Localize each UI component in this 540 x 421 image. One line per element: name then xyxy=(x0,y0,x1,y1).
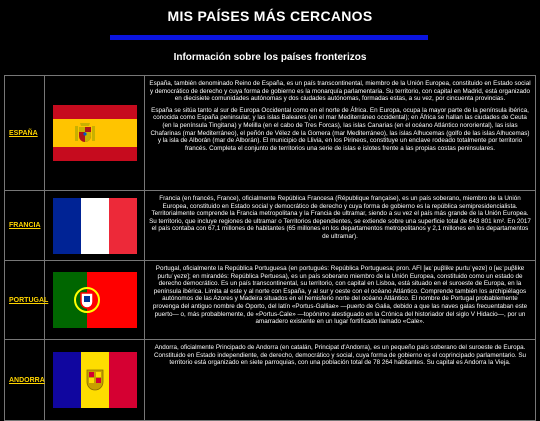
country-link-andorra[interactable]: ANDORRA xyxy=(9,376,45,384)
table-row xyxy=(5,340,536,421)
country-link-espana[interactable]: ESPAÑA xyxy=(9,129,38,137)
country-description: Andorra, oficialmente Principado de Andorra (en catalán, Principat d'Andorra), es un pequeño país soberano del suroeste de Europa. Constituido en Estado independiente, de derecho, democrático y social, cuya forma de gobierno es el coprincipado parlamentario. Su territorio está organizado en siete parroquias, con una población total de 78 264 habitantes. Su capital es Andorra la Vieja. xyxy=(145,340,536,420)
table-row xyxy=(5,261,536,340)
andorra-flag-icon xyxy=(53,352,137,408)
portugal-flag-icon xyxy=(53,272,137,328)
france-flag-icon xyxy=(53,198,137,254)
country-description: España, también denominado Reino de España, es un país transcontinental, miembro de la Unión Europea, constituido en Estado social y democrático de derecho y cuya forma de gobierno es la monarquía parlamentaria. Su territorio, con capital en Madrid, está organizado en diecisiete comunidades autónomas y dos ciudades autónomas, formadas estas, a su vez, por cincuenta provincias. España se sitúa tanto al sur de Europa Occidental como en el norte de África. En Europa, ocupa la mayor parte de la península ibérica, conocida como España peninsular, y las islas Baleares (en el mar Mediterráneo occidental); en África se hallan las ciudades de Ceuta (en la península Tingitana) y Melilla (en el cabo de Tres Forcas), las islas Canarias (en el océano Atlántico nororiental), las islas Chafarinas (mar Mediterráneo), el peñón de Vélez de la Gomera (mar Mediterráneo), las islas Alhucemas (golfo de las islas Alhucemas) y la isla de Alborán (mar de Alborán). El municipio de Llivia, en los Pirineos, constituye un enclave rodeado totalmente por territorio francés. Completa el conjunto de territorios una serie de islas e islotes frente a las propias costas peninsulares. xyxy=(145,76,536,190)
country-link-portugal[interactable]: PORTUGAL xyxy=(9,296,49,304)
spain-flag-icon xyxy=(53,105,137,161)
table-row xyxy=(5,191,536,261)
country-description: Portugal, oficialmente la República Portuguesa (en portugués: República Portuguesa; pron. AFI [ʁɛˈpuβlikɐ puɾtuˈɣezɐ] o [ʁɛˈpuβlikɐ puɾtuˈɣezɐ]; en mirandés: República Pertuesa), es un país soberano miembro de la Unión Europea, constituido como un estado de derecho democrático. Es un país transcontinental, su territorio, con capital en Lisboa, está situado en el suroeste de Europa, en la península ibérica. Limita al este y al norte con España, y al sur y oeste con el océano Atlántico. Comprende también los archipiélagos autónomos de las Azores y Madeira situados en el hemisferio norte del océano Atlántico. El nombre de Portugal probablemente provenga del antiguo nombre de Oporto, del latín «Portus-Galliae» —puerto de Galia, debido a que las naves galas frecuentaban este puerto— o, más probablemente, de «Portus-Cale» —topónimo atestiguado en la Crónica del historiador del siglo V Hidacio—, por un amarradero existente en un lugar fortificado llamado «Cale». xyxy=(145,261,536,339)
country-link-francia[interactable]: FRANCIA xyxy=(9,222,41,229)
title-underline-bar xyxy=(110,35,428,40)
country-description: Francia (en francés, France), oficialmente República Francesa (République française), es un país soberano, miembro de la Unión Europea, constituido en Estado social y democrático de derecho y cuya forma de gobierno es la república semipresidencialista. Territorialmente comprende la Francia metropolitana y la Francia de ultramar, siendo a su vez el país más grande de la Unión Europea. Su territorio, que incluye regiones de ultramar o Territorios dependientes, se extiende sobre una superficie total de 643 801 km². En 2017 el país contaba con 67,1 millones de habitantes (65 millones en los departamentos metropolitanos y 2,1 millones en los departamentos de ultramar). xyxy=(145,191,536,260)
page-subtitle: Información sobre los países fronterizos xyxy=(173,52,367,63)
countries-table xyxy=(4,75,536,421)
table-row xyxy=(5,76,536,191)
page-title: MIS PAÍSES MÁS CERCANOS xyxy=(167,8,373,24)
